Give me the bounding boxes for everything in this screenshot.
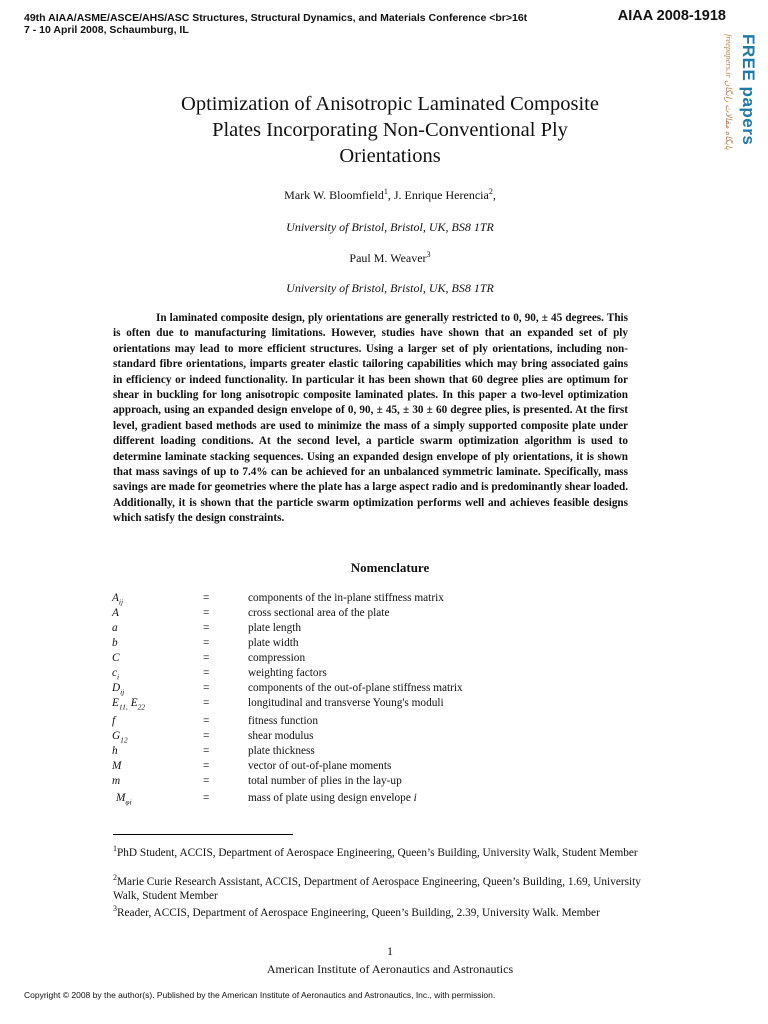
symbol-subscript: i xyxy=(117,672,120,682)
page-number: 1 xyxy=(387,944,393,958)
nomenclature-definition xyxy=(248,730,314,742)
author-weaver: Paul M. Weaver xyxy=(349,251,427,265)
definition-text: total number of plies in the lay-up xyxy=(248,775,402,787)
author-sup-3: 3 xyxy=(426,250,431,259)
nomenclature-definition xyxy=(248,760,391,772)
affiliation-1: University of Bristol, Bristol, UK, BS8 1TR xyxy=(286,220,494,234)
footnote-mark: 1 xyxy=(113,844,117,853)
nomenclature-symbol xyxy=(112,637,118,649)
symbol-second-subscript: 22 xyxy=(137,702,146,712)
nomenclature-symbol xyxy=(112,592,123,606)
nomenclature-definition xyxy=(248,715,318,727)
definition-text: components of the out-of-plane stiffness matrix xyxy=(248,682,463,694)
nomenclature-row xyxy=(0,760,768,774)
symbol-main: b xyxy=(112,637,118,649)
symbol-main: m xyxy=(112,775,121,787)
nomenclature-heading: Nomenclature xyxy=(350,560,430,575)
footnote xyxy=(113,842,658,860)
definition-text: plate length xyxy=(248,622,302,634)
symbol-main: a xyxy=(112,622,118,634)
symbol-main: M xyxy=(116,792,126,804)
definition-italic: i xyxy=(413,792,417,804)
nomenclature-symbol xyxy=(112,715,115,727)
nomenclature-definition xyxy=(248,667,327,679)
footnote xyxy=(113,902,658,920)
nomenclature-row xyxy=(0,715,768,729)
title-line-1: Optimization of Anisotropic Laminated Composite xyxy=(181,93,599,115)
symbol-subscript: φi xyxy=(125,797,132,807)
symbol-subscript: 11, xyxy=(118,702,128,712)
nomenclature-symbol xyxy=(112,745,118,757)
nomenclature-row xyxy=(0,745,768,759)
nomenclature-row xyxy=(0,622,768,636)
nomenclature-row xyxy=(0,775,768,789)
nomenclature-definition xyxy=(248,775,402,787)
free-papers-site-text: freepapers.ir پایگاه مقالات رایگان xyxy=(724,34,734,150)
nomenclature-equals: = xyxy=(203,697,210,709)
nomenclature-equals: = xyxy=(203,730,210,742)
author-sup-1: 1 xyxy=(383,187,388,196)
nomenclature-symbol xyxy=(112,652,120,664)
author-line-end: , xyxy=(492,188,496,202)
footnote-text: Reader, ACCIS, Department of Aerospace Engineering, Queen’s Building, 2.39, University Walk. Member xyxy=(117,906,600,919)
nomenclature-symbol xyxy=(112,622,118,634)
free-papers-badge[interactable] xyxy=(724,34,762,164)
symbol-main: E xyxy=(112,697,119,709)
footnote xyxy=(113,871,658,903)
nomenclature-equals: = xyxy=(203,792,210,804)
definition-text: compression xyxy=(248,652,306,664)
conference-header xyxy=(24,12,527,36)
authors-line-2 xyxy=(90,250,690,266)
symbol-main: f xyxy=(112,715,116,727)
affiliation-2: University of Bristol, Bristol, UK, BS8 1TR xyxy=(286,281,494,295)
definition-text: plate width xyxy=(248,637,299,649)
nomenclature-symbol xyxy=(112,775,120,787)
authors-line-1 xyxy=(90,187,690,203)
author-bloomfield: Mark W. Bloomfield xyxy=(284,188,384,202)
nomenclature-definition xyxy=(248,792,417,804)
paper-id: AIAA 2008-1918 xyxy=(617,8,726,24)
nomenclature-equals: = xyxy=(203,622,210,634)
symbol-main: h xyxy=(112,745,118,757)
nomenclature-definition xyxy=(248,682,463,694)
footnote-mark: 3 xyxy=(113,904,117,913)
footnote-text: PhD Student, ACCIS, Department of Aerospace Engineering, Queen’s Building, University Walk, Student Member xyxy=(117,846,638,859)
symbol-subscript: ij xyxy=(120,687,125,697)
abstract: In laminated composite design, ply orientations are generally restricted to 0, 90, ± 45 degrees. This is often due to manufacturing limitations. However, studies have shown that an expanded set of ply orientations may lead to more efficient structures. Using a larger set of ply orientations, including non-standard fibre orientations, imparts greater elastic tailoring capabilities which may bring associated gains in efficiency or indeed functionality. In particular it has been shown that 60 degree plies are optimum for shear in buckling for long anisotropic composite laminated plates. In this paper a two-level optimization approach, using an expanded design envelope of 0, 90, ± 45, ± 30 ± 60 degree plies, is presented. At the first level, gradient based methods are used to minimize the mass of a simply supported composite plate under different loading conditions. At the second level, a particle swarm optimization algorithm is used to determine laminate stacking sequences. Using an expanded design envelope of ply orientations, it is shown that mass savings of up to 7.4% can be achieved for an unbalanced symmetric laminate. Specifically, mass savings are made for geometries where the plate has a large aspect radio and is predominantly shear loaded. Additionally, it is shown that the particle swarm optimization performs well and achieves feasible designs which satisfy the design constraints. xyxy=(113,312,628,525)
nomenclature-symbol xyxy=(112,730,128,744)
nomenclature-symbol xyxy=(112,682,124,696)
symbol-subscript: 12 xyxy=(120,735,128,745)
organization-name: American Institute of Aeronautics and Astronautics xyxy=(266,962,514,976)
author-sup-2: 2 xyxy=(488,187,493,196)
nomenclature-symbol xyxy=(112,667,119,681)
nomenclature-equals: = xyxy=(203,745,210,757)
nomenclature-row xyxy=(0,637,768,651)
nomenclature-definition xyxy=(248,697,444,709)
symbol-main: D xyxy=(112,682,121,694)
definition-text: shear modulus xyxy=(248,730,314,742)
nomenclature-symbol xyxy=(112,697,145,711)
title-line-2: Plates Incorporating Non-Conventional Ply xyxy=(212,119,568,141)
definition-text: fitness function xyxy=(248,715,318,727)
nomenclature-definition xyxy=(248,745,315,757)
nomenclature-equals: = xyxy=(203,652,210,664)
nomenclature-symbol xyxy=(116,792,132,806)
nomenclature-definition xyxy=(248,637,299,649)
nomenclature-row xyxy=(0,667,768,681)
definition-text: longitudinal and transverse Young's moduli xyxy=(248,697,444,709)
symbol-main: G xyxy=(112,730,121,742)
free-papers-logo: FREE papers xyxy=(739,34,758,146)
nomenclature-equals: = xyxy=(203,667,210,679)
nomenclature-equals: = xyxy=(203,760,210,772)
nomenclature-equals: = xyxy=(203,775,210,787)
conference-line-1: 49th AIAA/ASME/ASCE/AHS/ASC Structures, Structural Dynamics, and Materials Conference <br>16t xyxy=(24,12,528,24)
nomenclature-symbol xyxy=(112,607,119,619)
nomenclature-row xyxy=(0,682,768,696)
symbol-main: c xyxy=(112,667,118,679)
footnote-mark: 2 xyxy=(113,873,117,882)
nomenclature-row xyxy=(0,592,768,606)
conference-line-2: 7 - 10 April 2008, Schaumburg, IL xyxy=(24,24,189,36)
nomenclature-row xyxy=(0,792,768,806)
nomenclature-definition xyxy=(248,622,301,634)
nomenclature-definition xyxy=(248,607,389,619)
symbol-main: A xyxy=(112,607,119,619)
definition-text: mass of plate using design envelope xyxy=(248,792,414,804)
symbol-second: E xyxy=(130,697,138,709)
footnote-text: Marie Curie Research Assistant, ACCIS, Department of Aerospace Engineering, Queen’s Building, 1.69, University Walk, Student Member xyxy=(113,875,641,902)
definition-text: components of the in-plane stiffness matrix xyxy=(248,592,444,604)
copyright-notice: Copyright © 2008 by the author(s). Published by the American Institute of Aeronautics and Astronautics, Inc., with permission. xyxy=(24,990,496,1000)
title-line-3: Orientations xyxy=(339,145,441,167)
symbol-main: C xyxy=(112,652,120,664)
nomenclature-row xyxy=(0,607,768,621)
symbol-subscript: ij xyxy=(118,597,124,607)
symbol-main: M xyxy=(112,760,122,772)
nomenclature-equals: = xyxy=(203,715,210,727)
definition-text: weighting factors xyxy=(248,667,327,679)
author-herencia: , J. Enrique Herencia xyxy=(387,188,489,202)
footnote-rule xyxy=(113,834,293,835)
nomenclature-equals: = xyxy=(203,607,210,619)
nomenclature-equals: = xyxy=(203,592,210,604)
nomenclature-definition xyxy=(248,652,305,664)
definition-text: vector of out-of-plane moments xyxy=(248,760,392,772)
definition-text: plate thickness xyxy=(248,745,315,757)
nomenclature-equals: = xyxy=(203,682,210,694)
paper-title xyxy=(90,91,690,169)
definition-text: cross sectional area of the plate xyxy=(248,607,390,619)
symbol-main: A xyxy=(112,592,119,604)
nomenclature-row xyxy=(0,697,768,711)
nomenclature-definition xyxy=(248,592,444,604)
nomenclature-symbol xyxy=(112,760,121,772)
nomenclature-row xyxy=(0,652,768,666)
nomenclature-row xyxy=(0,730,768,744)
nomenclature-equals: = xyxy=(203,637,210,649)
